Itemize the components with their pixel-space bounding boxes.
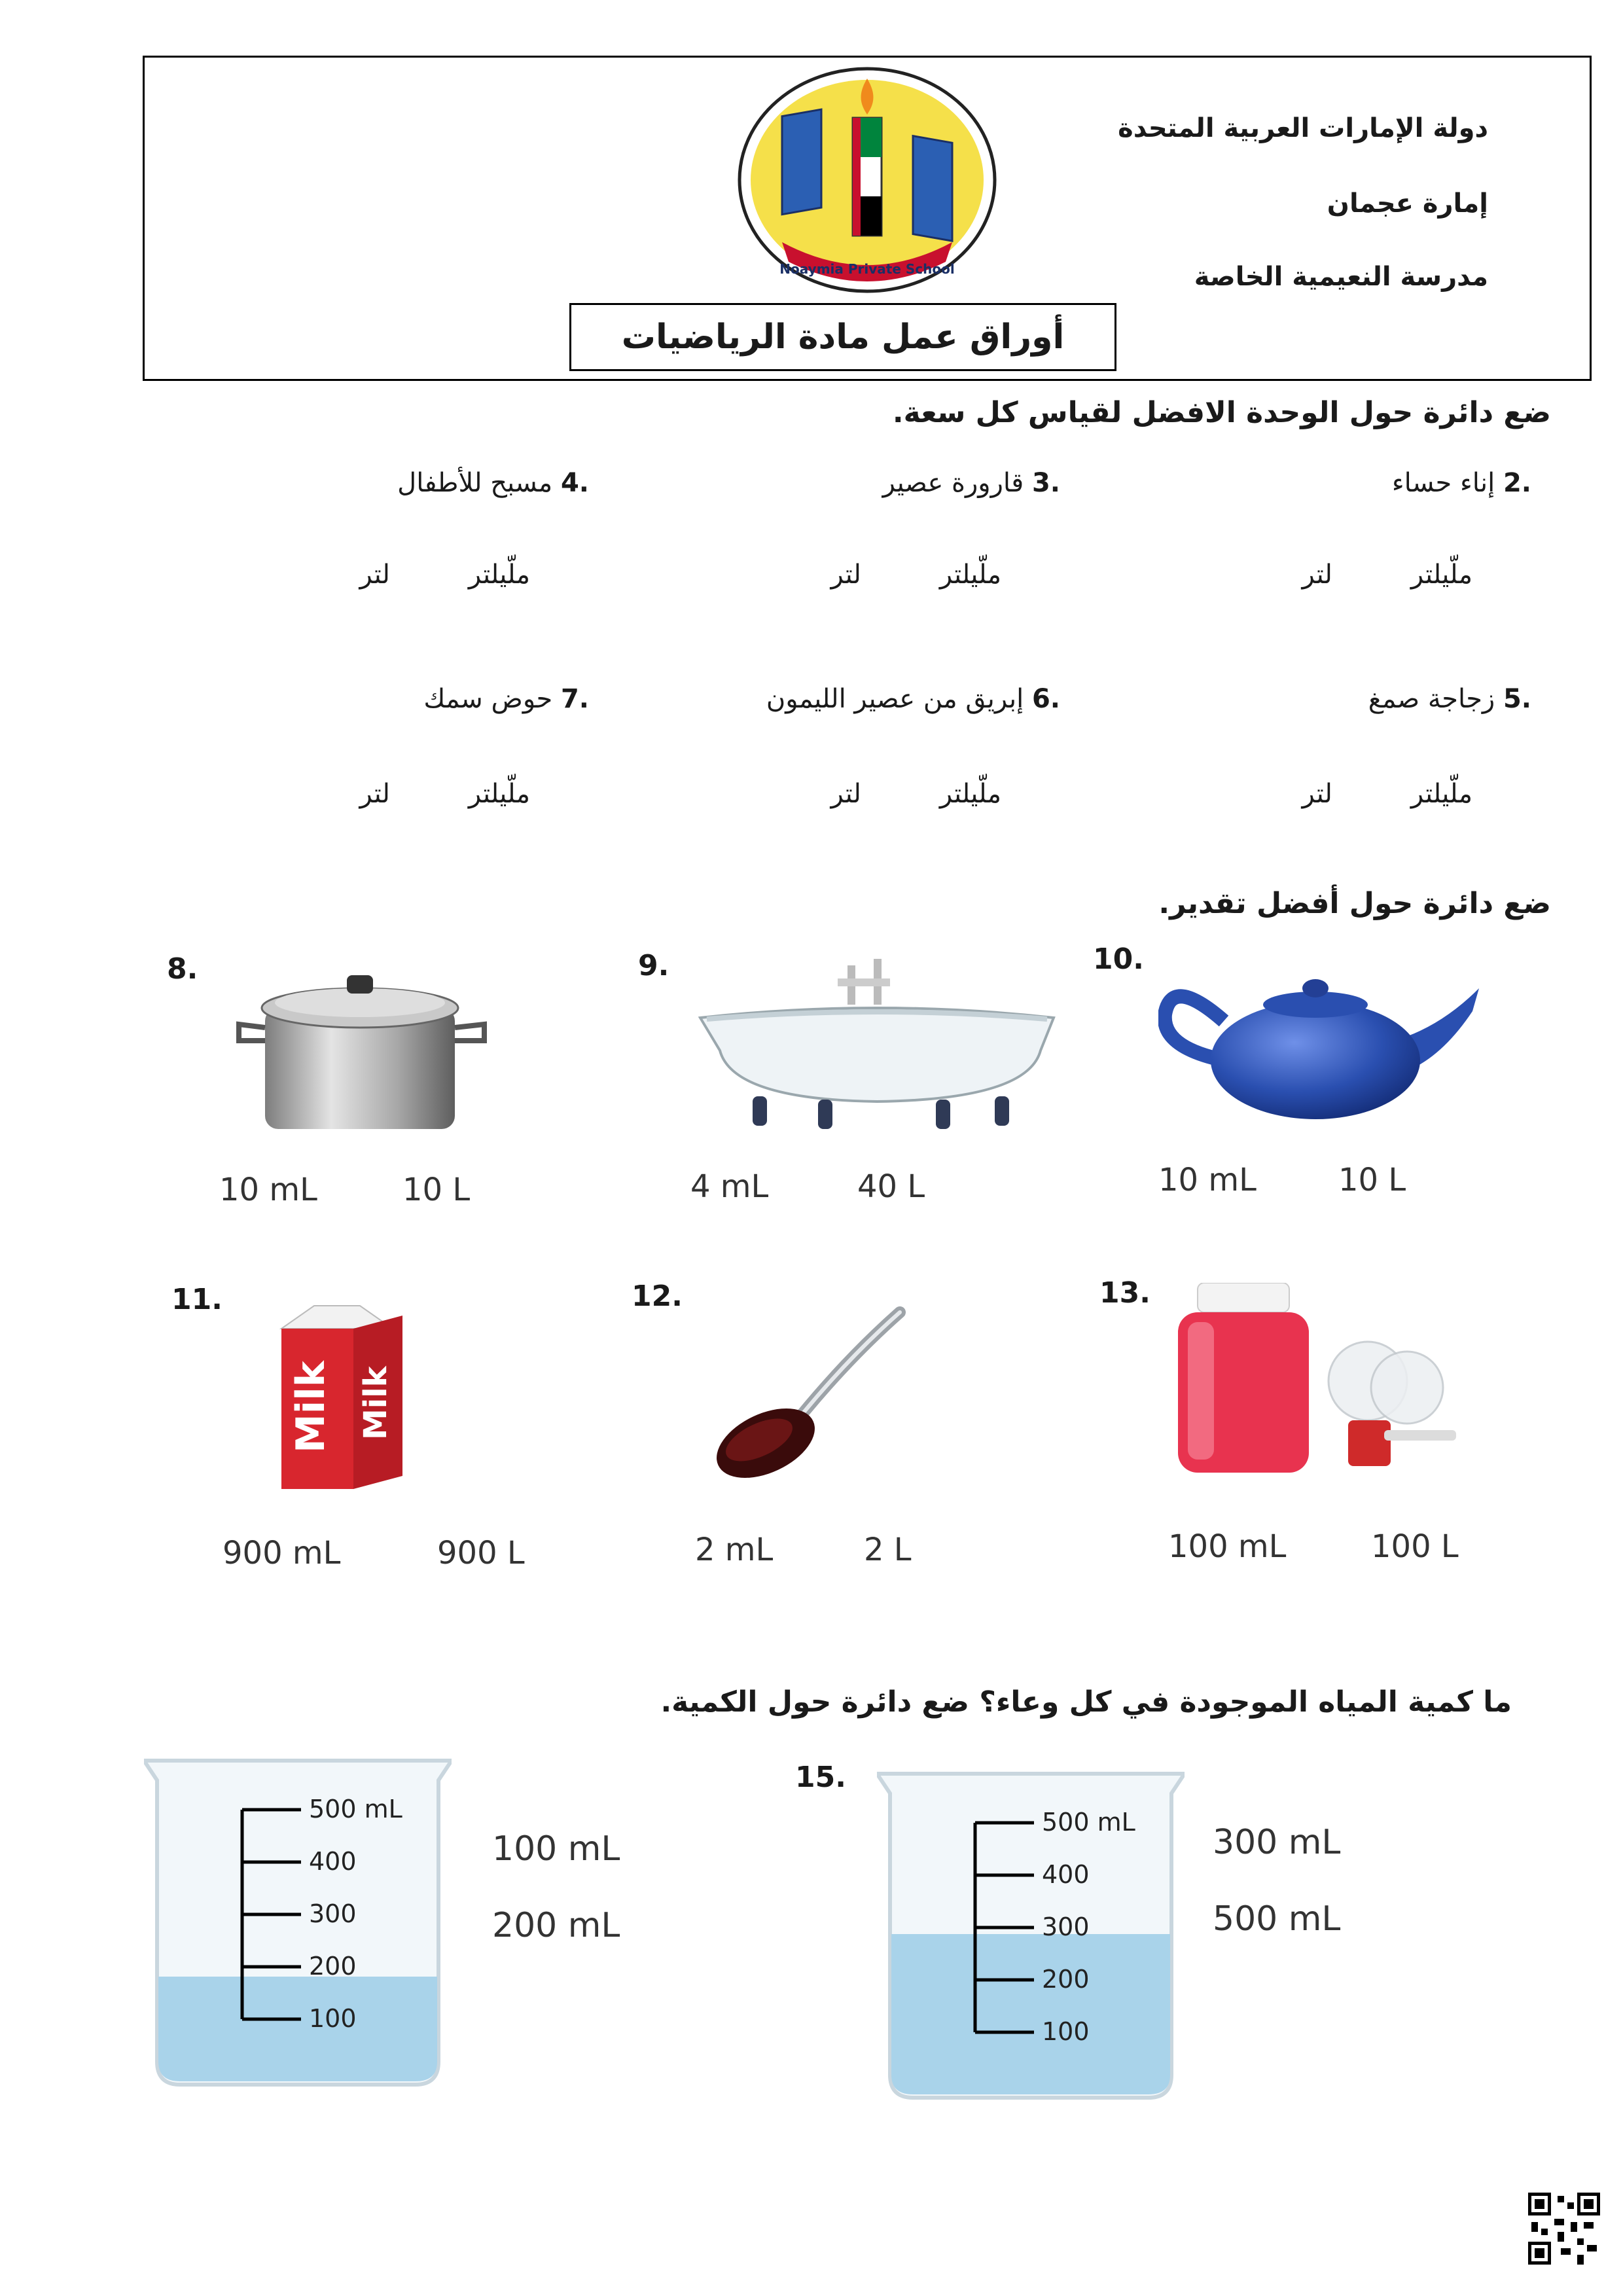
item-5 bbox=[1368, 684, 1531, 714]
carton-label-side: Milk bbox=[357, 1366, 394, 1440]
item-number: .5 bbox=[1503, 684, 1531, 714]
item-6 bbox=[766, 684, 1060, 714]
scale-mark-200: 200 bbox=[309, 1952, 357, 1981]
unit-options-3 bbox=[831, 560, 1001, 590]
school-name: مدرسة النعيمية الخاصة bbox=[1194, 262, 1488, 292]
item-number-10: 10. bbox=[1093, 942, 1144, 976]
item-label: إناء حساء bbox=[1391, 468, 1495, 498]
option-liter[interactable]: لتر bbox=[1302, 560, 1332, 590]
scale-mark-200: 200 bbox=[1042, 1965, 1090, 1994]
choice-15-b[interactable]: 500 mL bbox=[1213, 1899, 1341, 1939]
option-liter[interactable]: لتر bbox=[1302, 779, 1332, 809]
section2-title: ضع دائرة حول أفضل تقدير. bbox=[1158, 887, 1551, 920]
choice-14-b[interactable]: 200 mL bbox=[492, 1906, 620, 1945]
item-number: .2 bbox=[1503, 468, 1531, 498]
cooking-pot-picture bbox=[232, 962, 494, 1139]
item-number-11: 11. bbox=[171, 1283, 223, 1316]
item-number: .7 bbox=[560, 684, 589, 714]
scale-mark-500: 500 mL bbox=[309, 1795, 402, 1823]
scale-mark-100: 100 bbox=[309, 2004, 357, 2033]
scale-mark-500: 500 mL bbox=[1042, 1808, 1135, 1837]
item-label: مسبح للأطفال bbox=[397, 468, 553, 498]
choice-10-b[interactable]: 10 L bbox=[1338, 1162, 1406, 1198]
choice-10-a[interactable]: 10 mL bbox=[1158, 1162, 1257, 1198]
choice-15-a[interactable]: 300 mL bbox=[1213, 1823, 1341, 1862]
scale-mark-300: 300 bbox=[309, 1899, 357, 1928]
item-number: .6 bbox=[1031, 684, 1060, 714]
item-number-12: 12. bbox=[632, 1280, 683, 1313]
logo-text: Noaymia Private School bbox=[779, 261, 955, 277]
item-7 bbox=[423, 684, 589, 714]
item-number: .4 bbox=[560, 468, 589, 498]
carton-label-front: Milk bbox=[288, 1361, 334, 1453]
option-milliliter[interactable]: ملّيلتر bbox=[939, 560, 1001, 590]
scale-mark-400: 400 bbox=[1042, 1860, 1090, 1889]
item-number: .3 bbox=[1031, 468, 1060, 498]
unit-options-6 bbox=[831, 779, 1001, 809]
unit-options-4 bbox=[360, 560, 530, 590]
choice-9-b[interactable]: 40 L bbox=[857, 1168, 925, 1205]
teapot-picture bbox=[1158, 949, 1486, 1126]
option-milliliter[interactable]: ملّيلتر bbox=[939, 779, 1001, 809]
choice-11-b[interactable]: 900 L bbox=[437, 1535, 525, 1571]
scale-mark-100: 100 bbox=[1042, 2017, 1090, 2046]
unit-options-5 bbox=[1302, 779, 1472, 809]
item-label: زجاجة صمغ bbox=[1368, 684, 1495, 714]
beaker-2-picture bbox=[877, 1767, 1185, 2108]
bathtub-picture bbox=[694, 952, 1060, 1136]
choice-14-a[interactable]: 100 mL bbox=[492, 1829, 620, 1869]
choice-8-a[interactable]: 10 mL bbox=[219, 1172, 317, 1208]
option-liter[interactable]: لتر bbox=[359, 779, 390, 809]
unit-options-2 bbox=[1302, 560, 1472, 590]
item-number-13: 13. bbox=[1099, 1276, 1150, 1310]
option-liter[interactable]: لتر bbox=[359, 560, 390, 590]
scale-mark-300: 300 bbox=[1042, 1912, 1090, 1941]
choice-13-a[interactable]: 100 mL bbox=[1168, 1528, 1287, 1565]
choice-13-b[interactable]: 100 L bbox=[1371, 1528, 1459, 1565]
country-name: دولة الإمارات العربية المتحدة bbox=[1118, 113, 1488, 143]
item-number-15: 15. bbox=[795, 1761, 846, 1794]
juice-bottle-picture bbox=[1165, 1283, 1466, 1479]
school-logo bbox=[736, 65, 998, 295]
option-liter[interactable]: لتر bbox=[830, 560, 861, 590]
spoon-picture bbox=[713, 1302, 910, 1486]
section1-title: ضع دائرة حول الوحدة الافضل لقياس كل سعة. bbox=[892, 396, 1551, 429]
item-3 bbox=[883, 468, 1060, 498]
qr-code-icon bbox=[1528, 2193, 1600, 2265]
beaker-1-picture bbox=[144, 1754, 452, 2094]
option-milliliter[interactable]: ملّيلتر bbox=[468, 560, 530, 590]
item-2 bbox=[1392, 468, 1531, 498]
choice-12-a[interactable]: 2 mL bbox=[695, 1532, 774, 1568]
worksheet-title: أوراق عمل مادة الرياضيات bbox=[569, 303, 1116, 371]
choice-12-b[interactable]: 2 L bbox=[864, 1532, 912, 1568]
option-milliliter[interactable]: ملّيلتر bbox=[468, 779, 530, 809]
option-milliliter[interactable]: ملّيلتر bbox=[1410, 779, 1472, 809]
item-number-9: 9. bbox=[638, 949, 669, 982]
option-liter[interactable]: لتر bbox=[830, 779, 861, 809]
item-number-8: 8. bbox=[167, 952, 198, 986]
milk-carton-picture bbox=[275, 1302, 412, 1499]
choice-9-a[interactable]: 4 mL bbox=[690, 1168, 769, 1205]
item-label: قارورة عصير bbox=[882, 468, 1024, 498]
option-milliliter[interactable]: ملّيلتر bbox=[1410, 560, 1472, 590]
unit-options-7 bbox=[360, 779, 530, 809]
scale-mark-400: 400 bbox=[309, 1847, 357, 1876]
section3-title: ما كمية المياه الموجودة في كل وعاء؟ ضع دائرة حول الكمية. bbox=[660, 1685, 1512, 1719]
item-4 bbox=[397, 468, 589, 498]
choice-8-b[interactable]: 10 L bbox=[402, 1172, 471, 1208]
item-label: إبريق من عصير الليمون bbox=[766, 684, 1024, 714]
item-label: حوض سمك bbox=[423, 684, 553, 714]
choice-11-a[interactable]: 900 mL bbox=[223, 1535, 341, 1571]
emirate-name: إمارة عجمان bbox=[1327, 188, 1488, 219]
